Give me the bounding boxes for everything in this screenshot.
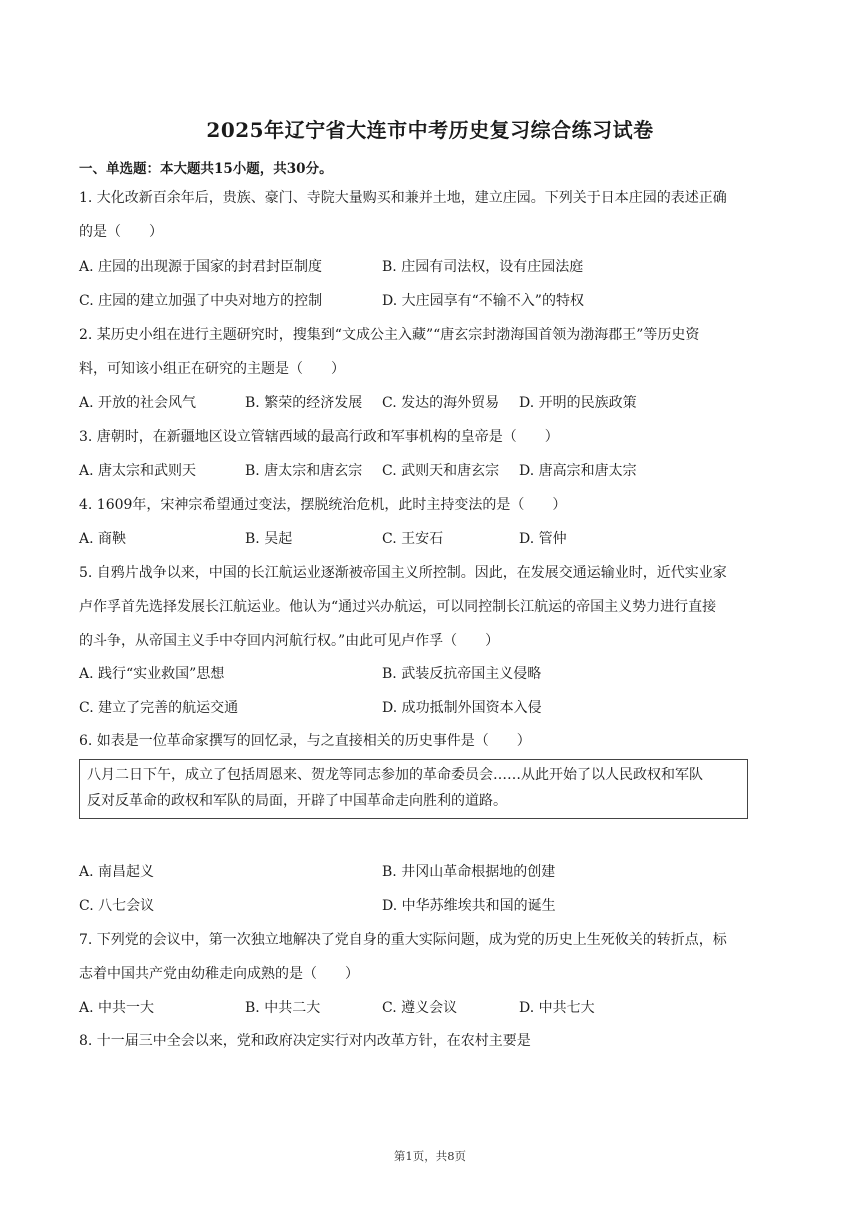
question-6-stem: 6. 如表是一位革命家撰写的回忆录，与之直接相关的历史事件是（ ） xyxy=(79,733,531,749)
question-6-option-d: D. 中华苏维埃共和国的诞生 xyxy=(382,898,556,914)
question-3-option-b: B. 唐太宗和唐玄宗 xyxy=(245,463,363,479)
question-8-stem: 8. 十一届三中全会以来，党和政府决定实行对内改革方针，在农村主要是 xyxy=(79,1033,531,1049)
question-2-option-c: C. 发达的海外贸易 xyxy=(382,395,500,411)
question-4-option-b: B. 吴起 xyxy=(245,531,293,547)
question-4-option-a: A. 商鞅 xyxy=(79,531,127,547)
question-3-option-a: A. 唐太宗和武则天 xyxy=(79,463,197,479)
question-6-option-c: C. 八七会议 xyxy=(79,898,155,914)
question-6-option-a: A. 南昌起义 xyxy=(79,864,155,880)
question-6-option-b: B. 井冈山革命根据地的创建 xyxy=(382,864,556,880)
question-5-option-d: D. 成功抵制外国资本入侵 xyxy=(382,700,542,716)
question-1-option-c: C. 庄园的建立加强了中央对地方的控制 xyxy=(79,293,323,309)
question-5-stem: 的斗争，从帝国主义手中夺回内河航行权。”由此可见卢作孚（ ） xyxy=(79,633,500,649)
question-1-option-b: B. 庄园有司法权，设有庄园法庭 xyxy=(382,259,584,275)
memoir-quote-line: 反对反革命的政权和军队的局面，开辟了中国革命走向胜利的道路。 xyxy=(87,793,507,809)
question-7-option-d: D. 中共七大 xyxy=(519,1000,595,1016)
question-7-option-a: A. 中共一大 xyxy=(79,1000,155,1016)
question-5-option-b: B. 武装反抗帝国主义侵略 xyxy=(382,666,542,682)
question-7-option-b: B. 中共二大 xyxy=(245,1000,321,1016)
question-3-option-d: D. 唐高宗和唐太宗 xyxy=(519,463,637,479)
question-5-stem: 卢作孚首先选择发展长江航运业。他认为“通过兴办航运，可以同控制长江航运的帝国主义势力进行直接 xyxy=(79,599,717,615)
question-1-option-a: A. 庄园的出现源于国家的封君封臣制度 xyxy=(79,259,323,275)
question-2-option-b: B. 繁荣的经济发展 xyxy=(245,395,363,411)
page-title: 2025年辽宁省大连市中考历史复习综合练习试卷 xyxy=(206,118,654,142)
question-2-stem: 料，可知该小组正在研究的主题是（ ） xyxy=(79,361,345,377)
question-1-stem: 1. 大化改新百余年后，贵族、豪门、寺院大量购买和兼并土地，建立庄园。下列关于日本庄园的表述正确 xyxy=(79,190,727,206)
question-4-option-c: C. 王安石 xyxy=(382,531,444,547)
question-2-option-a: A. 开放的社会风气 xyxy=(79,395,197,411)
question-4-stem: 4. 1609年，宋神宗希望通过变法，摆脱统治危机，此时主持变法的是（ ） xyxy=(79,497,567,513)
question-5-stem: 5. 自鸦片战争以来，中国的长江航运业逐渐被帝国主义所控制。因此，在发展交通运输业时，近代实业家 xyxy=(79,565,727,581)
page-footer: 第1页，共8页 xyxy=(393,1149,467,1163)
question-7-stem: 7. 下列党的会议中，第一次独立地解决了党自身的重大实际问题，成为党的历史上生死攸关的转折点，标 xyxy=(79,932,727,948)
question-1-stem: 的是（ ） xyxy=(79,224,163,240)
question-4-option-d: D. 管仲 xyxy=(519,531,567,547)
question-1-option-d: D. 大庄园享有“不输不入”的特权 xyxy=(382,293,584,309)
memoir-quote-box xyxy=(79,759,748,819)
question-3-stem: 3. 唐朝时，在新疆地区设立管辖西域的最高行政和军事机构的皇帝是（ ） xyxy=(79,429,559,445)
question-7-stem: 志着中国共产党由幼稚走向成熟的是（ ） xyxy=(79,966,359,982)
section-heading: 一、单选题：本大题共15小题，共30分。 xyxy=(79,161,333,177)
question-5-option-a: A. 践行“实业救国”思想 xyxy=(79,666,225,682)
question-7-option-c: C. 遵义会议 xyxy=(382,1000,458,1016)
question-2-stem: 2. 某历史小组在进行主题研究时，搜集到“文成公主入藏”“唐玄宗封渤海国首领为渤海郡王”等历史资 xyxy=(79,327,700,343)
question-2-option-d: D. 开明的民族政策 xyxy=(519,395,637,411)
memoir-quote-line: 八月二日下午，成立了包括周恩来、贺龙等同志参加的革命委员会……从此开始了以人民政权和军队 xyxy=(87,767,703,783)
question-3-option-c: C. 武则天和唐玄宗 xyxy=(382,463,500,479)
question-5-option-c: C. 建立了完善的航运交通 xyxy=(79,700,239,716)
